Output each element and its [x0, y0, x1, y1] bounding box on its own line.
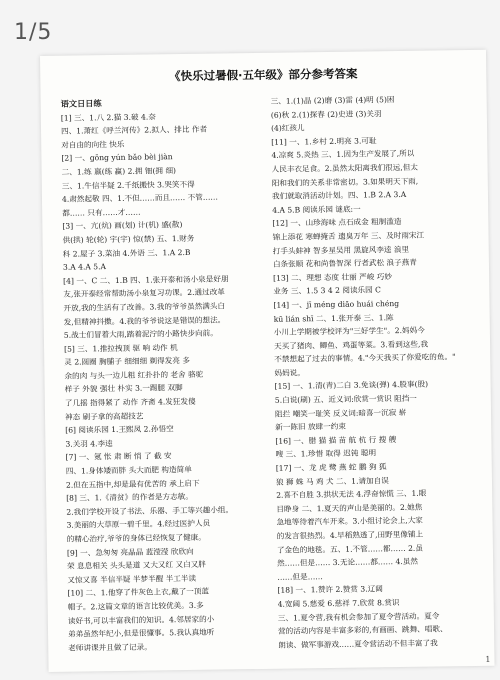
answer-line: 阻拦 嘲笑一耻笑 反义词:暗喜一沉寂 崭 — [274, 407, 407, 419]
answer-line: 友,张开泰经常帮助汤小泉复习功课。2.通过改革 — [63, 287, 225, 300]
answer-line: 又惊又喜 半信半疑 半梦半醒 半工半读 — [67, 573, 197, 585]
answer-line: 供(拱) 轮(轮) 宇(宇) 惊(禁) 五、1.财务 — [62, 233, 195, 245]
answer-line: 然……但是…… 3.无论……都…… 4.虽然 — [277, 556, 418, 568]
answer-line: 狼 狮 蛛 马 鸡 犬 二、1.请加自误 — [275, 475, 389, 487]
answer-line: 对自由的向往 快乐 — [61, 139, 125, 150]
answer-line: [11] 一、1.乡村 2.明亮 3.可耻 — [271, 136, 377, 147]
answer-line: [3] 一、亢(炕) 画(划) 计(机) 盛(散) — [62, 220, 183, 232]
left-answer-lines — [61, 109, 265, 655]
answer-line: [4] 一、C 二、1.B 四、1.张开泰和汤小泉是好朋 — [63, 274, 229, 286]
answer-line: 5.战士们冒着大雨,踏着泥泞的小路快步向前。 — [63, 328, 218, 340]
answer-line: 目睁身 二、1.夏天的声山是美丽的。2.她焦 — [276, 502, 423, 514]
answer-line: 3.美丽的大草原一碧千里。4.经过医护人员 — [66, 519, 211, 531]
right-answer-lines — [271, 92, 475, 652]
answer-line: 阳和我们的关系非常密切。3.如果明天下雨, — [271, 176, 419, 188]
answer-line: 老师讲课并且做了记录。 — [68, 642, 152, 653]
answer-line: [8] 三、1.《清贫》的作者是方志敏。 — [66, 492, 193, 503]
answer-line: 三、1.(1)晶 (2)磨 (3)雷 (4)明 (5)困 — [270, 95, 395, 106]
answer-line: [2] 一、gōng yún bǎo bèi jiàn — [61, 152, 173, 164]
answer-line: 读好书,可以丰富我们的知识。4.邻居家的小 — [67, 614, 215, 626]
answer-line: 的精心治疗,爷爷的身体已经恢复了健康。 — [66, 532, 206, 544]
answer-line: 业务 三、1.5 3 4 2 阅读乐园 C — [273, 285, 381, 297]
answer-line: (4)红孩儿 — [270, 123, 305, 133]
answer-line: 四、1.身体矮而胖 头大而肥 构造简单 — [65, 464, 192, 476]
answer-line: [7] 一、氪 怅 肃 断 悄 了 截 安 — [65, 451, 172, 463]
answer-line: [17] 一、龙 虎 鹭 燕 蛇 鹏 狗 狐 — [275, 462, 387, 473]
answer-line: 二、1.练 嬴(练 赢) 2.拥 钿(拥 细) — [61, 166, 177, 177]
right-column — [271, 92, 475, 652]
answer-line: [14] 一、jī méng diāo huái chéng — [273, 298, 400, 310]
answer-line: 2.喜不自胜 3.拱状无法 4.浮奋惊慌 三、1.眼 — [276, 488, 427, 500]
answer-line: 4.凉爽 5.炎热 三、1.因为生产发展了,所以 — [271, 149, 415, 161]
left-column — [61, 95, 265, 655]
answer-line: 开放,我的生活有了改善。3.我的爷爷虽然满头白 — [63, 301, 226, 313]
answer-line: 弟弟虽然年纪小,但是很懂事。5.我认真地听 — [68, 627, 215, 639]
answer-line: 2.我们学校开设了书法、乐器、手工等兴趣小组。 — [66, 505, 234, 517]
answer-line: [15] 一、1.清(青)二白 3.免谈(弹) 4.股事(股) — [274, 380, 429, 392]
answer-line: [1] 三、1.八 2.猫 3.破 4.奈 — [60, 111, 156, 123]
answer-line: 三、1.牛信半疑 2.千纸搬快 3.哭笑不得 — [61, 179, 195, 191]
document-page — [40, 50, 495, 672]
answer-line: 科 2.屋子 3.菜油 4.外语 三、1.A 2.B — [62, 247, 191, 259]
answer-line: 2.但在五指中,却是最有优苦的 承上启下 — [65, 478, 200, 490]
answer-line: 营的活动内容是丰富多彩的,有画画、跳舞、唱歌、 — [277, 624, 448, 636]
answer-line: 样子 外貌 强壮 朴实 3.一踢腿 双脚 — [64, 383, 183, 395]
answer-line: 发,但精神抖擞。4.我的爷爷说这是错误的想法。 — [63, 314, 226, 327]
answer-line: 5.白说(刷) 五、近义词:欣赏一赏识 阻挡一 — [274, 393, 417, 405]
answer-line: 四、1.萧红《呼兰河传》2.拟人、排比 作者 — [60, 124, 208, 136]
answer-line: [16] 一、腊 猫 描 苗 航 杭 行 搜 艘 — [275, 434, 397, 446]
answer-line: 余的肉 与头一边儿粗 红扑扑的 老舍 骆驼 — [64, 369, 204, 381]
page-indicator: 1/5 — [14, 20, 53, 45]
answer-line: 妈妈说。 — [274, 368, 305, 378]
answer-line: [10] 二、1.他穿了件灰色上衣,戴了一顶蓝 — [67, 587, 210, 599]
answer-line: [5] 三、1.推拉拽顶 驱 响 动作 机 — [64, 342, 178, 354]
answer-line: 4.A 5.B 阅读乐园 谜底:一 — [272, 204, 361, 215]
answer-line: 我们就取消活动计划。四、1.B 2.A 3.A — [271, 190, 407, 201]
answer-line: 4.宽阔 5.慈爱 6.慈祥 7.欣赏 8.赏识 — [277, 598, 400, 609]
answer-line: [12] 一、山珍海味 点石成金 粗制滥造 — [272, 217, 402, 229]
answer-line: 4.肃然起敬 四、1.不但……而且…… 不管…… — [61, 192, 219, 204]
answer-line: 白条张顺 花和尚鲁智深 行者武松 浪子燕青 — [272, 257, 417, 269]
page-title: 《快乐过暑假·五年级》部分参考答案 — [169, 66, 358, 84]
answer-line: 灵 2.圆圈 胸脯子 细细细 剃得发亮 多 — [64, 356, 190, 367]
answer-line: 新一陈旧 放肆一约束 — [275, 422, 347, 433]
answer-line: 打手头蚌神 智多星吴用 黑旋风李逵 浪里 — [272, 244, 410, 256]
answer-line: 小川上学期被学校评为"三好学生"。2.妈妈今 — [273, 325, 425, 337]
page-number: 1 — [485, 654, 491, 664]
answer-line: [13] 二、理想 态度 壮丽 严峻 巧妙 — [273, 271, 392, 283]
answer-line: 了几摇 指得紧了 动作 齐斋 4.发狂发傻 — [64, 396, 196, 408]
answer-line: 天买了猪肉、鲫鱼、鸡蛋等菜。3.看到这些,我 — [274, 339, 429, 351]
answer-line: (6)秋 2.(1)探春 (2)史进 (3)关羽 — [270, 108, 382, 120]
answer-line: 三、1.夏令营,我有机会参加了夏令营活动。夏令 — [277, 611, 440, 623]
answer-line: 帽子。2.这篇文章的语言比较优美。3.多 — [67, 600, 204, 612]
answer-line: 了金色的地毯。五、1.不管……都…… 2.虽 — [276, 543, 423, 555]
answer-line: 荣 息息相关 头头是道 又大又红 又白又胖 — [67, 559, 206, 571]
answer-line: 朗读、做军事游戏……夏令营活动不但丰富了我 — [278, 638, 438, 650]
answer-line: 3.A 4.A 5.A — [62, 262, 107, 272]
answer-line: ……但是…… — [277, 571, 323, 582]
answer-line: [18] 一、1.赞许 2.赞赏 3.辽阔 — [277, 584, 383, 596]
answer-line: 神态 刷子拿的高超技艺 — [64, 411, 144, 422]
answer-line: 3.关羽 4.李逵 — [65, 438, 113, 449]
answer-line: 不禁想起了过去的事情。4."今天我买了你爱吃的鱼。" — [274, 352, 456, 365]
answer-line: 急地等待着汽车开来。3.小组讨论会上,大家 — [276, 516, 423, 528]
answer-line: [6] 阅读乐园 1.王熙凤 2.孙悟空 — [65, 424, 174, 435]
answer-line: 的发言很热烈。4.早稻熟透了,田野里像铺上 — [276, 529, 424, 541]
section-heading: 语文日日练 — [60, 98, 102, 109]
answer-line: 锦上添花 寒蝉掩舌 遗臭万年 三、及时雨宋江 — [272, 230, 425, 242]
answer-line: 人民丰衣足食。2.虽然太阳离我们很远,但太 — [271, 162, 419, 174]
answer-line: 嗖 三、1.珍惜 取得 迟钝 聪明 — [275, 448, 377, 460]
answer-line: 都…… 只有……才…… — [62, 207, 141, 218]
answer-line: [9] 一、急匆匆 亮晶晶 蓝滢滢 欣欣向 — [66, 546, 194, 558]
answer-line: kū lián shī 二、1.张开泰 三、1.陈 — [273, 312, 394, 324]
